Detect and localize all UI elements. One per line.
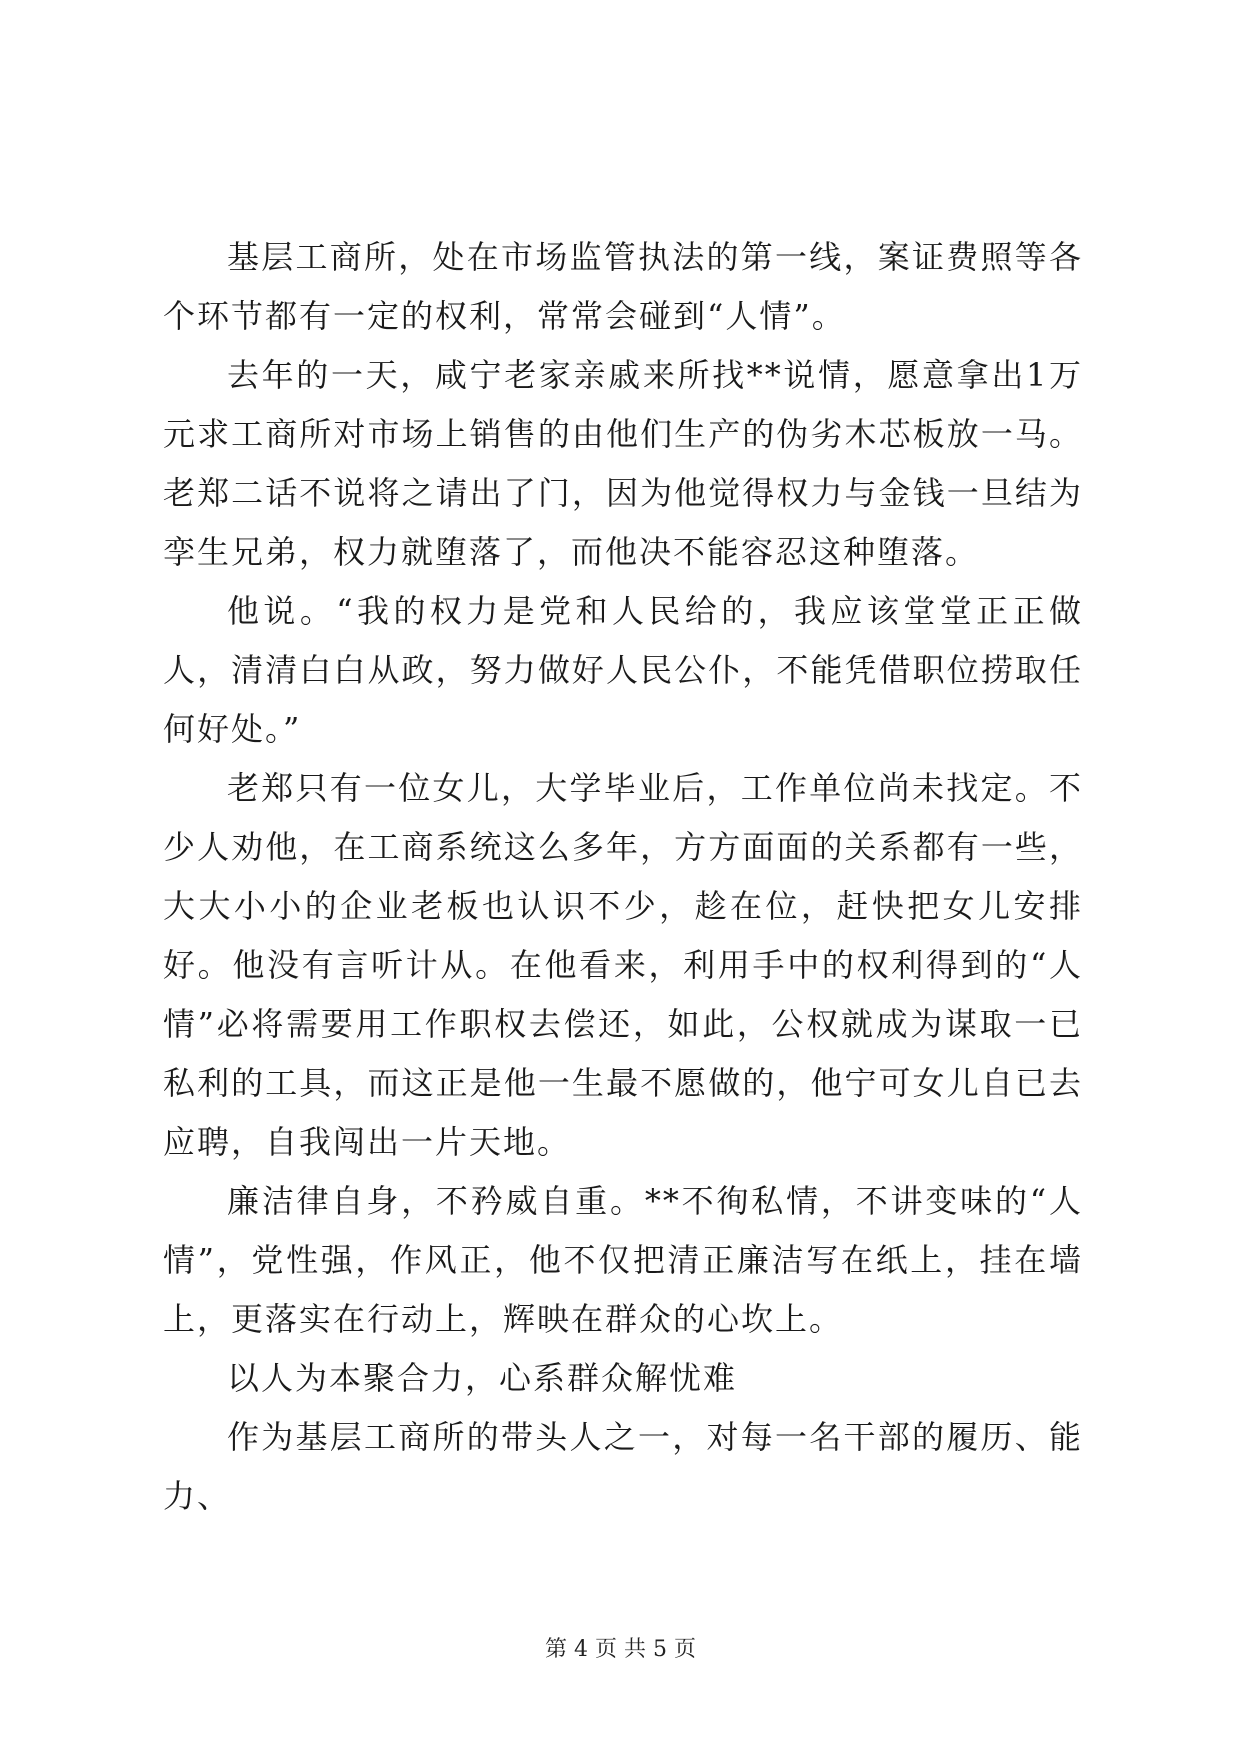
- section-heading: 以人为本聚合力，心系群众解忧难: [227, 1359, 738, 1397]
- paragraph-3: 他说。“我的权力是党和人民给的，我应该堂堂正正做人，清清白白从政，努力做好人民公仆，不能凭借职位捞取任何好处。”: [163, 592, 1083, 748]
- paragraph-4: 老郑只有一位女儿，大学毕业后，工作单位尚未找定。不少人劝他，在工商系统这么多年，方方面面的关系都有一些，大大小小的企业老板也认识不少，趁在位，赶快把女儿安排好。他没有言听计从。在他看来，利用手中的权利得到的“人情”必将需要用工作职权去偿还，如此，公权就成为谋取一已私利的工具，而这正是他一生最不愿做的，他宁可女儿自已去应聘，自我闯出一片天地。: [163, 769, 1083, 1161]
- paragraph-1: 基层工商所，处在市场监管执法的第一线，案证费照等各个环节都有一定的权利，常常会碰到“人情”。: [163, 238, 1083, 335]
- paragraph-5: 廉洁律自身，不矜威自重。**不徇私情，不讲变味的“人情”，党性强，作风正，他不仅把清正廉洁写在纸上，挂在墙上，更落实在行动上，辉映在群众的心坎上。: [163, 1182, 1083, 1338]
- paragraph-7: 作为基层工商所的带头人之一，对每一名干部的履历、能力、: [163, 1418, 1083, 1515]
- paragraph-2: 去年的一天，咸宁老家亲戚来所找**说情，愿意拿出1万元求工商所对市场上销售的由他们生产的伪劣木芯板放一马。老郑二话不说将之请出了门，因为他觉得权力与金钱一旦结为孪生兄弟，权力就堕落了，而他决不能容忍这种堕落。: [163, 356, 1083, 571]
- body-text: [163, 228, 1083, 1526]
- page-number-footer: 第 4 页 共 5 页: [545, 1637, 696, 1662]
